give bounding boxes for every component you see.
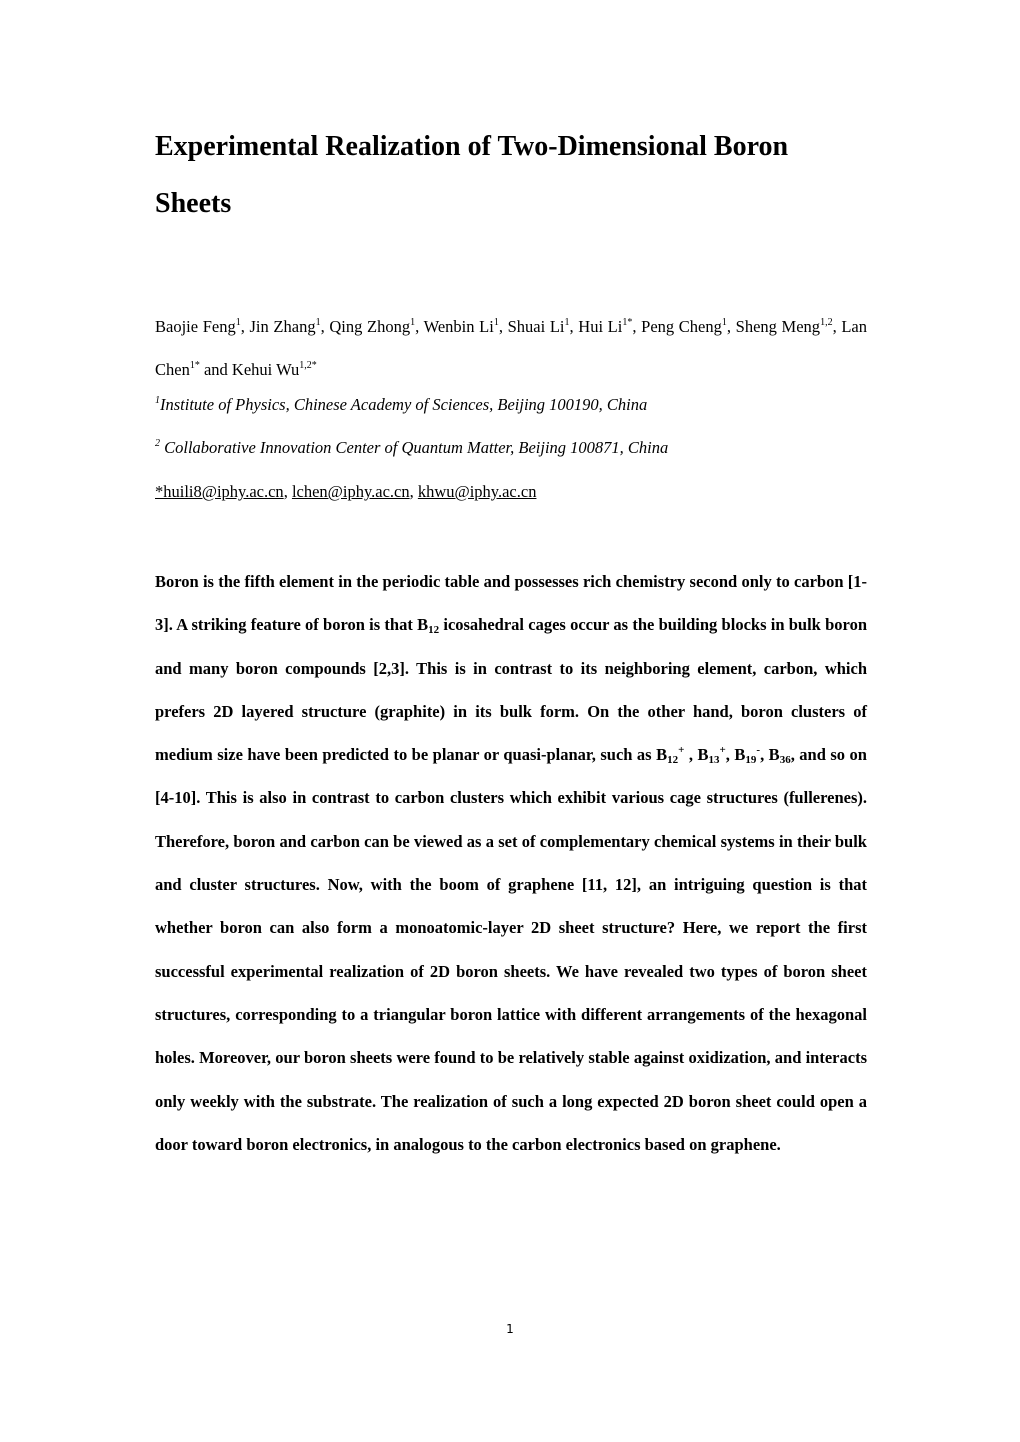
author-name: Jin Zhang (249, 317, 316, 336)
affiliation-text: Institute of Physics, Chinese Academy of Sciences, Beijing 100190, China (160, 395, 648, 414)
superscript: + (719, 744, 726, 757)
subscript: 36 (779, 754, 791, 767)
author-name: Kehui Wu (231, 360, 300, 379)
author-separator: , (569, 317, 579, 336)
abstract-paragraph (155, 560, 867, 1166)
affiliation-1 (155, 395, 867, 415)
author-affiliation-mark: 1* (622, 317, 633, 328)
author-affiliation-mark: 1,2* (299, 360, 317, 371)
author-separator: , (320, 317, 330, 336)
abstract-text: Boron is the fifth element in the periodic table and possesses rich chemistry second only to carbon [1-3]. A striking feature of boron is that B (155, 572, 867, 635)
contact-emails (155, 482, 536, 502)
author-separator: , (240, 317, 250, 336)
abstract-text: icosahedral cages occur as the building blocks in bulk boron and many boron compounds [2,3]. This is in contrast to its neighboring element, carbon, which prefers 2D layered structure (graphite) in its bulk form. On the other hand, boron clusters of medium size have been predicted to be planar or quasi-planar, such as B (155, 615, 867, 765)
affiliation-number: 1 (155, 395, 160, 406)
email-separator: , (283, 482, 292, 501)
abstract-text: , B (760, 745, 780, 765)
author-affiliation-mark: 1,2 (820, 317, 833, 328)
author-list (155, 305, 867, 391)
superscript: - (756, 744, 761, 757)
abstract-text: , and so on [4-10]. This is also in contrast to carbon clusters which exhibit various cage structures (fullerenes). Therefore, boron and carbon can be viewed as a set of complementary chemical systems in their bulk and cluster structures. Now, with the boom of graphene [11, 12], an intriguing question is that whether boron can also form a monoatomic-layer 2D sheet structure? Here, we report the first successful experimental realization of 2D boron sheets. We have revealed two types of boron sheet structures, corresponding to a triangular boron lattice with different arrangements of the hexagonal holes. Moreover, our boron sheets were found to be relatively stable against oxidization, and interacts only weekly with the substrate. The realization of such a long expected 2D boron sheet could open a door toward boron electronics, in analogous to the carbon electronics based on graphene. (155, 745, 867, 1154)
author-affiliation-mark: 1 (564, 317, 570, 328)
author-affiliation-mark: 1 (493, 317, 499, 328)
author-name: Lan Chen (155, 317, 867, 379)
page-number: 1 (506, 1322, 514, 1336)
author-separator: , (498, 317, 508, 336)
author-name: Hui Li (578, 317, 623, 336)
author-name: Baojie Feng (155, 317, 236, 336)
author-affiliation-mark: 1 (410, 317, 416, 328)
author-name: Sheng Meng (735, 317, 821, 336)
superscript: + (678, 744, 685, 757)
affiliation-2 (155, 438, 867, 458)
affiliation-number: 2 (155, 438, 160, 449)
author-affiliation-mark: 1* (189, 360, 200, 371)
author-affiliation-mark: 1 (721, 317, 727, 328)
abstract-text: , B (684, 745, 709, 765)
author-name: Wenbin Li (423, 317, 494, 336)
subscript: 12 (428, 624, 440, 637)
subscript: 19 (745, 754, 757, 767)
email-link-lchen[interactable]: lchen@iphy.ac.cn (291, 482, 410, 501)
title-line-2: Sheets (155, 188, 232, 219)
author-name: Shuai Li (507, 317, 565, 336)
author-name: Qing Zhong (329, 317, 411, 336)
author-separator: and (199, 360, 232, 379)
author-separator: , (726, 317, 736, 336)
author-separator: , (832, 317, 842, 336)
abstract-text: , B (725, 745, 746, 765)
email-separator: , (409, 482, 418, 501)
title-line-1: Experimental Realization of Two-Dimensional Boron (155, 131, 789, 162)
subscript: 13 (708, 754, 720, 767)
author-name: Peng Cheng (641, 317, 722, 336)
email-link-huili8[interactable]: *huili8@iphy.ac.cn (155, 482, 284, 501)
subscript: 12 (667, 754, 679, 767)
paper-title (155, 118, 895, 232)
author-affiliation-mark: 1 (235, 317, 241, 328)
author-separator: , (632, 317, 642, 336)
author-affiliation-mark: 1 (315, 317, 321, 328)
author-separator: , (415, 317, 424, 336)
email-link-khwu[interactable]: khwu@iphy.ac.cn (417, 482, 537, 501)
affiliation-text: Collaborative Innovation Center of Quantum Matter, Beijing 100871, China (160, 438, 669, 457)
